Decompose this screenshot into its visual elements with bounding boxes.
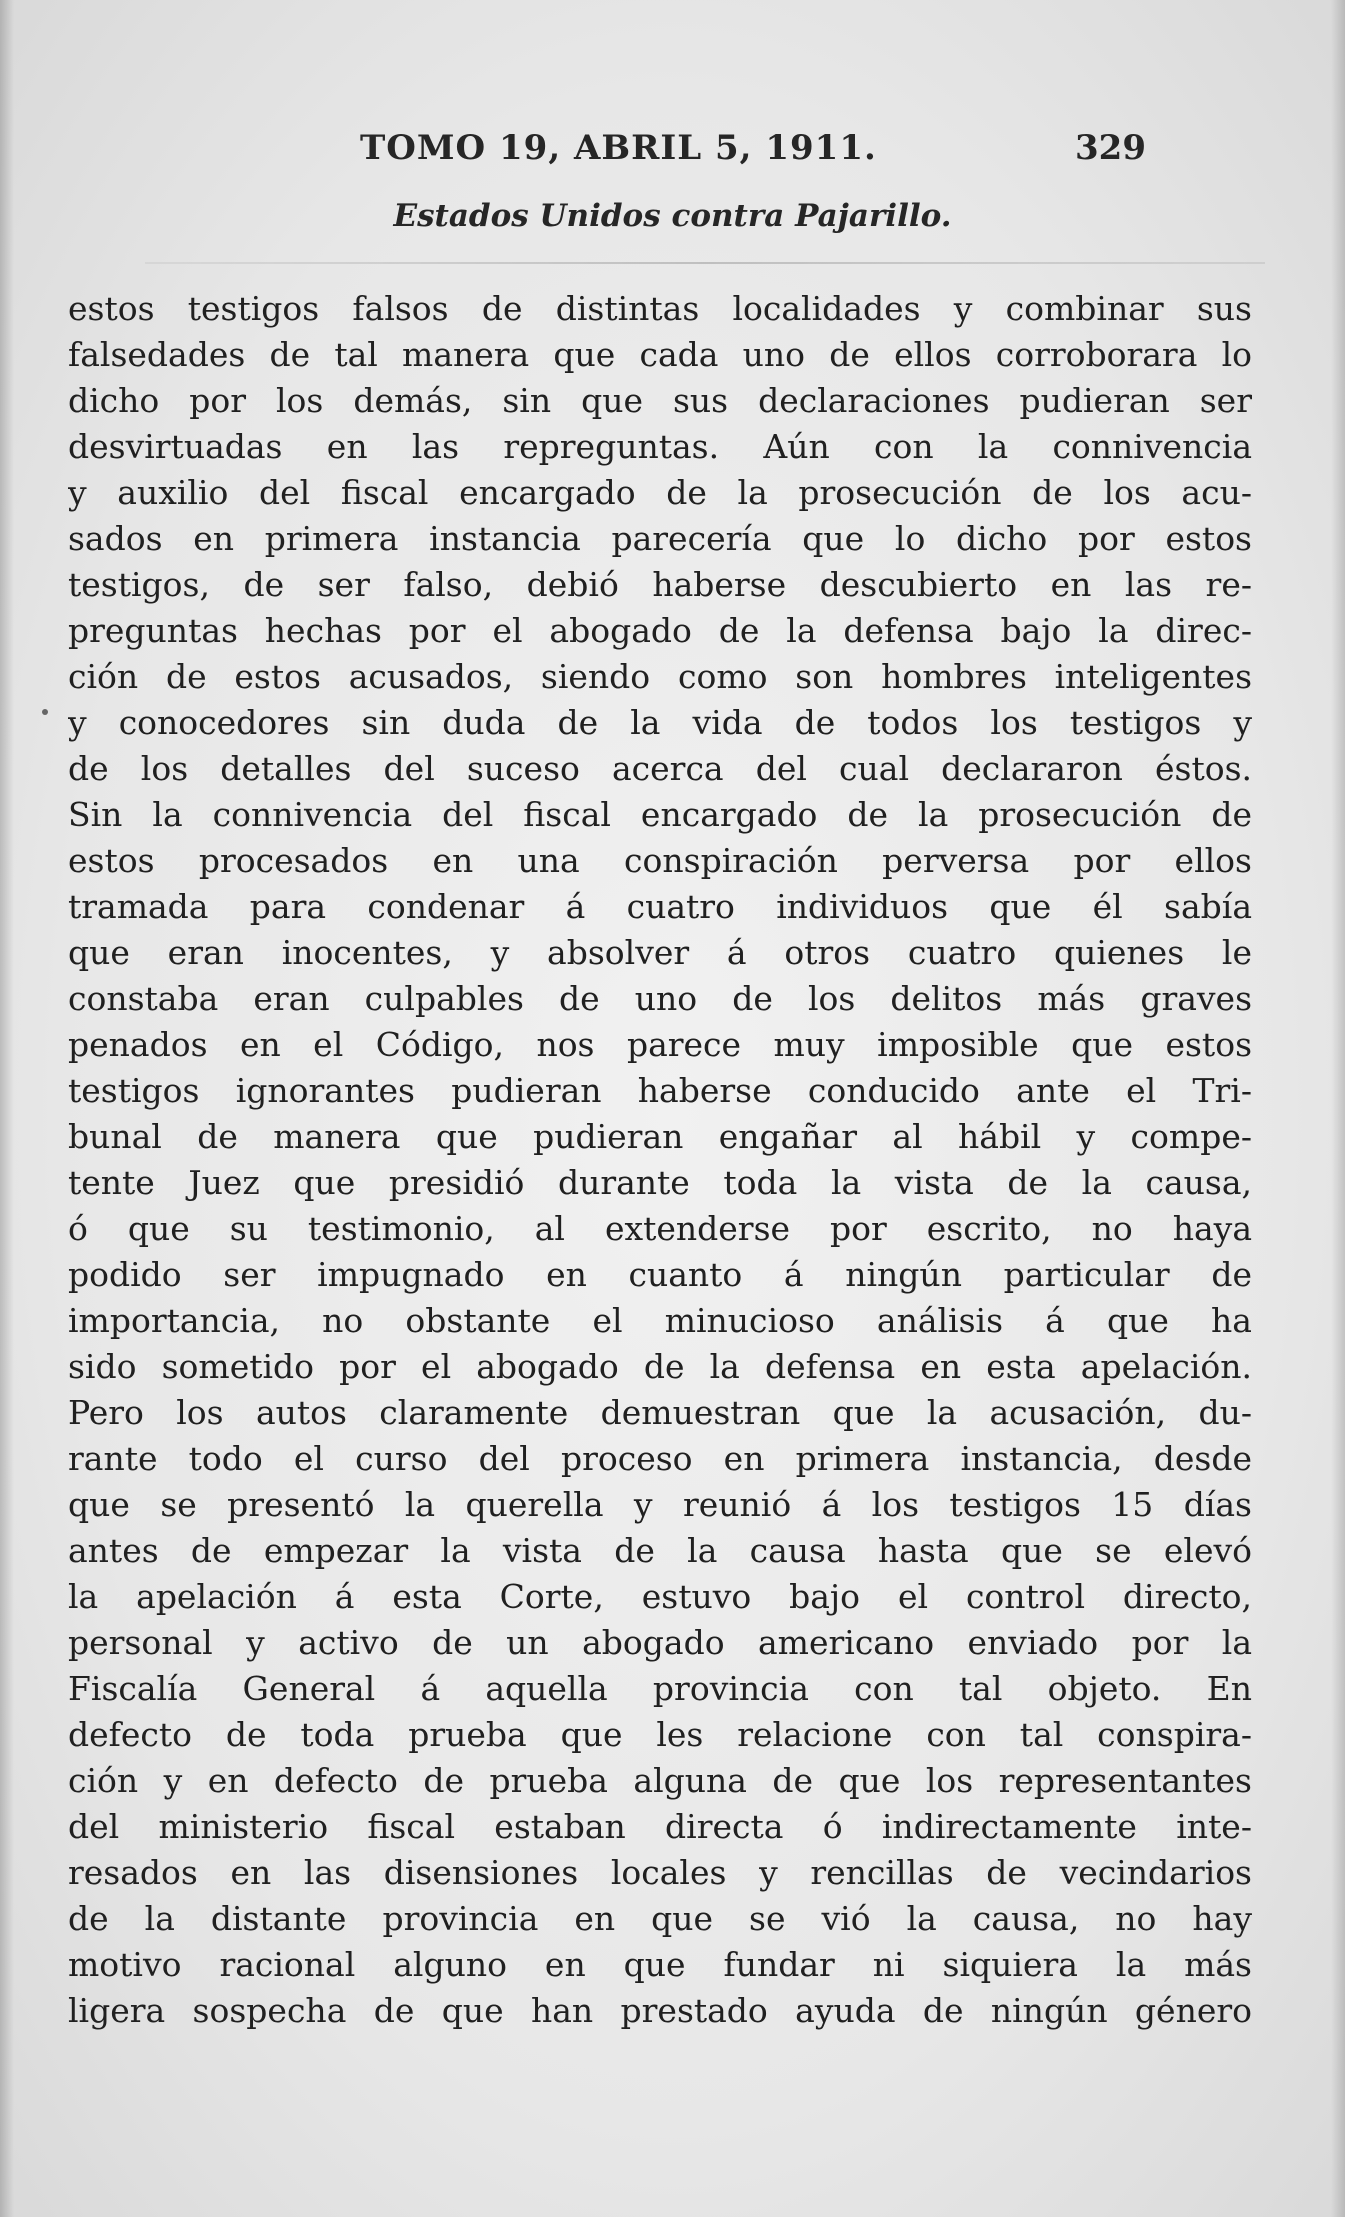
text-line: tramada para condenar á cuatro individuos que él sabía (68, 887, 1252, 926)
text-line: preguntas hechas por el abogado de la defensa bajo la direc- (68, 611, 1252, 650)
page-edge-shadow-right (1331, 0, 1345, 2217)
text-line: rante todo el curso del proceso en primera instancia, desde (68, 1439, 1252, 1478)
text-line: ción de estos acusados, siendo como son hombres inteligentes (68, 657, 1252, 696)
text-line: y auxilio del fiscal encargado de la prosecución de los acu- (68, 473, 1252, 512)
page-edge-shadow-left (0, 0, 14, 2217)
text-line: que se presentó la querella y reunió á los testigos 15 días (68, 1485, 1252, 1524)
running-head: TOMO 19, ABRIL 5, 1911. (360, 128, 877, 168)
text-line: Fiscalía General á aquella provincia con tal objeto. En (68, 1669, 1252, 1708)
text-line: falsedades de tal manera que cada uno de ellos corroborara lo (68, 335, 1252, 374)
body-text (68, 286, 1252, 2034)
text-line: la apelación á esta Corte, estuvo bajo el control directo, (68, 1577, 1252, 1616)
text-line: de los detalles del suceso acerca del cual declararon éstos. (68, 749, 1252, 788)
text-line: motivo racional alguno en que fundar ni siquiera la más (68, 1945, 1252, 1984)
text-line: de la distante provincia en que se vió la causa, no hay (68, 1899, 1252, 1938)
text-line: sido sometido por el abogado de la defensa en esta apelación. (68, 1347, 1252, 1386)
text-line: podido ser impugnado en cuanto á ningún particular de (68, 1255, 1252, 1294)
text-line: del ministerio fiscal estaban directa ó indirectamente inte- (68, 1807, 1252, 1846)
text-line: y conocedores sin duda de la vida de todos los testigos y (68, 703, 1252, 742)
margin-mark (42, 709, 48, 715)
text-line: bunal de manera que pudieran engañar al hábil y compe- (68, 1117, 1252, 1156)
case-title: Estados Unidos contra Pajarillo. (393, 198, 952, 234)
text-line: ó que su testimonio, al extenderse por escrito, no haya (68, 1209, 1252, 1248)
text-line: desvirtuadas en las repreguntas. Aún con la connivencia (68, 427, 1252, 466)
text-line: defecto de toda prueba que les relacione con tal conspira- (68, 1715, 1252, 1754)
page-header (360, 128, 1146, 178)
text-line: ción y en defecto de prueba alguna de que los representantes (68, 1761, 1252, 1800)
text-line: testigos ignorantes pudieran haberse conducido ante el Tri- (68, 1071, 1252, 1110)
text-line: antes de empezar la vista de la causa hasta que se elevó (68, 1531, 1252, 1570)
page-number: 329 (1075, 128, 1146, 168)
text-line: estos testigos falsos de distintas localidades y combinar sus (68, 289, 1252, 328)
text-line: testigos, de ser falso, debió haberse descubierto en las re- (68, 565, 1252, 604)
text-line: dicho por los demás, sin que sus declaraciones pudieran ser (68, 381, 1252, 420)
text-line: Sin la connivencia del fiscal encargado de la prosecución de (68, 795, 1252, 834)
text-line: estos procesados en una conspiración perversa por ellos (68, 841, 1252, 880)
text-line: Pero los autos claramente demuestran que la acusación, du- (68, 1393, 1252, 1432)
text-line: ligera sospecha de que han prestado ayuda de ningún género (68, 1991, 1252, 2030)
text-line: personal y activo de un abogado americano enviado por la (68, 1623, 1252, 1662)
text-line: importancia, no obstante el minucioso análisis á que ha (68, 1301, 1252, 1340)
text-line: resados en las disensiones locales y rencillas de vecindarios (68, 1853, 1252, 1892)
text-line: que eran inocentes, y absolver á otros cuatro quienes le (68, 933, 1252, 972)
text-line: sados en primera instancia parecería que lo dicho por estos (68, 519, 1252, 558)
header-rule (145, 262, 1265, 264)
text-line: constaba eran culpables de uno de los delitos más graves (68, 979, 1252, 1018)
text-line: penados en el Código, nos parece muy imposible que estos (68, 1025, 1252, 1064)
text-line: tente Juez que presidió durante toda la vista de la causa, (68, 1163, 1252, 1202)
